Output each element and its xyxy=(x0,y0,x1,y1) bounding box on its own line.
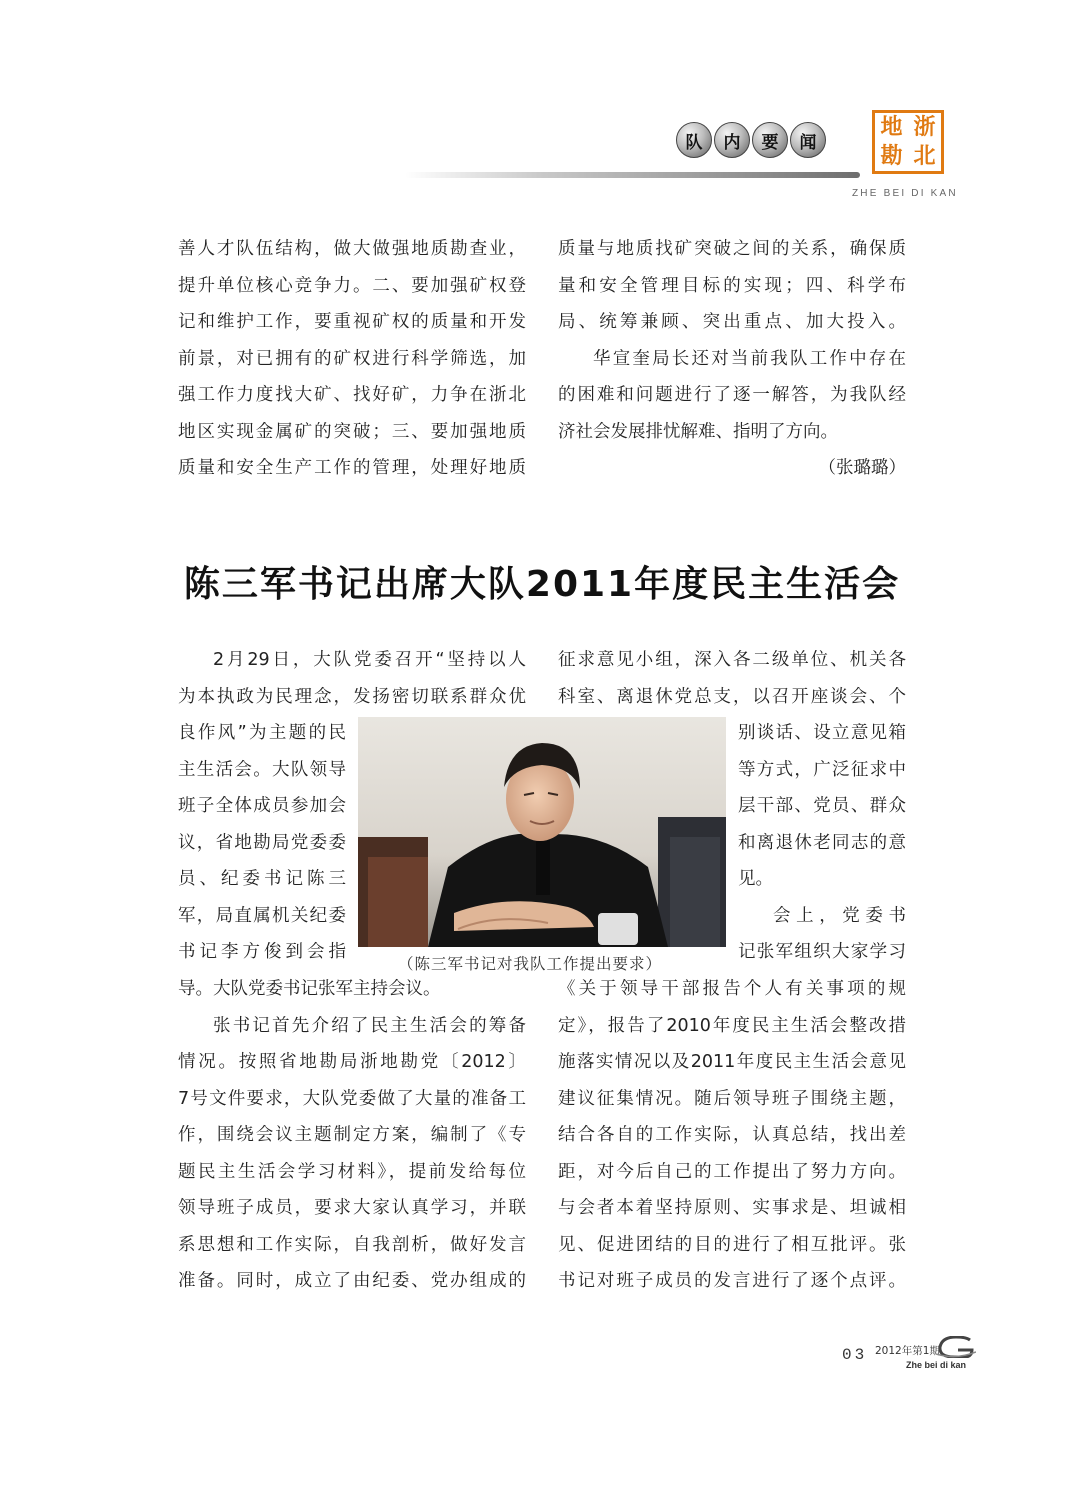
text-line: 2月29日，大队党委召开“坚持以人 xyxy=(213,650,526,670)
article-left-bottom xyxy=(178,971,526,1300)
issue-label: 2012年第1期 xyxy=(875,1345,940,1357)
prev-article-left-column xyxy=(178,231,526,487)
page-number: 03 xyxy=(842,1346,868,1364)
text-line: 7号文件要求，大队党委做了大量的准备工 xyxy=(178,1088,526,1109)
text-line: 为本执政为民理念，发扬密切联系群众优 xyxy=(178,686,526,707)
footer-english-title: Zhe bei di kan xyxy=(906,1360,967,1370)
text-line: 距，对今后自己的工作提出了努力方向。 xyxy=(558,1161,906,1182)
logo-char: 地 xyxy=(880,114,903,140)
text-line: 别谈话、设立意见箱 xyxy=(738,723,906,743)
text-line: 准备。同时，成立了由纪委、党办组成的 xyxy=(178,1271,526,1291)
text-line: 议，省地勘局党委委 xyxy=(178,832,346,853)
text-line: 导。大队党委书记张军主持会议。 xyxy=(178,979,441,999)
section-label-badges xyxy=(676,122,826,158)
article-photo xyxy=(358,717,726,947)
text-line: 华宣奎局长还对当前我队工作中存在 xyxy=(593,348,906,369)
section-badge: 闻 xyxy=(790,122,826,158)
text-line: 定》，报告了2010年度民主生活会整改措 xyxy=(558,1015,906,1036)
prev-article-right-column xyxy=(558,231,906,487)
text-line: 见。 xyxy=(738,869,773,889)
text-line: 记和维护工作，要重视矿权的质量和开发 xyxy=(178,312,526,332)
text-line: 情况。按照省地勘局浙地勘党〔2012〕 xyxy=(178,1052,526,1072)
text-line: 领导班子成员，要求大家认真学习，并联 xyxy=(178,1198,526,1218)
text-line: 军，局直属机关纪委 xyxy=(178,905,346,926)
logo-char: 浙 xyxy=(913,114,936,140)
article-left-wrap xyxy=(178,715,346,971)
logo-subtitle: ZHE BEI DI KAN xyxy=(852,188,958,199)
section-badge: 队 xyxy=(676,122,712,158)
text-line: 济社会发展排忧解难、指明了方向。 xyxy=(558,421,838,442)
text-line: 质量和安全生产工作的管理，处理好地质 xyxy=(178,458,526,478)
section-badge: 要 xyxy=(752,122,788,158)
text-line: 书记李方俊到会指 xyxy=(178,942,346,962)
text-line: 建议征集情况。随后领导班子围绕主题， xyxy=(558,1088,906,1109)
text-line: 《关于领导干部报告个人有关事项的规 xyxy=(558,979,906,999)
text-line: 提升单位核心竞争力。二、要加强矿权登 xyxy=(178,275,526,296)
text-line: 质量与地质找矿突破之间的关系，确保质 xyxy=(558,239,906,259)
article-title: 陈三军书记出席大队2011年度民主生活会 xyxy=(183,564,901,605)
text-line: 征求意见小组，深入各二级单位、机关各 xyxy=(558,650,906,670)
text-line: 等方式，广泛征求中 xyxy=(738,759,906,780)
text-line: 前景，对已拥有的矿权进行科学筛选，加 xyxy=(178,348,526,369)
text-line: 和离退休老同志的意 xyxy=(738,832,906,853)
text-line: 结合各自的工作实际，认真总结，找出差 xyxy=(558,1125,906,1145)
text-line: 局、统筹兼顾、突出重点、加大投入。 xyxy=(558,312,906,332)
footer-logo-icon xyxy=(936,1336,976,1358)
header-rule xyxy=(405,172,860,178)
text-line: 员、纪委书记陈三 xyxy=(178,869,346,889)
text-line: 施落实情况以及2011年度民主生活会意见 xyxy=(558,1052,906,1072)
article-right-wrap xyxy=(738,715,906,971)
text-line: 系思想和工作实际，自我剖析，做好发言 xyxy=(178,1234,526,1255)
logo-char: 北 xyxy=(913,143,936,169)
text-line: 张书记首先介绍了民主生活会的筹备 xyxy=(213,1015,526,1036)
article-left-top xyxy=(178,642,526,715)
text-line: 善人才队伍结构，做大做强地质勘查业， xyxy=(178,239,526,259)
text-line: 良作风”为主题的民 xyxy=(178,723,346,743)
logo-char: 勘 xyxy=(880,143,903,169)
text-line: 记张军组织大家学习 xyxy=(738,942,906,962)
text-line: 班子全体成员参加会 xyxy=(178,796,346,816)
text-line: 量和安全管理目标的实现；四、科学布 xyxy=(558,275,906,296)
article-right-bottom xyxy=(558,971,906,1300)
magazine-logo xyxy=(872,110,944,174)
text-line: 见、促进团结的目的进行了相互批评。张 xyxy=(558,1234,906,1255)
text-line: 书记对班子成员的发言进行了逐个点评。 xyxy=(558,1271,906,1291)
text-line: 强工作力度找大矿、找好矿，力争在浙北 xyxy=(178,385,526,405)
article-right-top xyxy=(558,642,906,715)
section-badge: 内 xyxy=(714,122,750,158)
text-line: 地区实现金属矿的突破；三、要加强地质 xyxy=(178,421,526,442)
photo-caption: （陈三军书记对我队工作提出要求） xyxy=(398,955,663,973)
text-line: 科室、离退休党总支，以召开座谈会、个 xyxy=(558,686,906,707)
text-line: 作，围绕会议主题制定方案，编制了《专 xyxy=(178,1125,526,1145)
text-line: 主生活会。大队领导 xyxy=(178,759,346,780)
text-line: 的困难和问题进行了逐一解答，为我队经 xyxy=(558,385,906,405)
text-line: 层干部、党员、群众 xyxy=(738,796,906,816)
text-line: 题民主生活会学习材料》，提前发给每位 xyxy=(178,1161,526,1182)
byline: （张璐璐） xyxy=(818,458,906,478)
text-line: 会上，党委书 xyxy=(773,905,906,926)
text-line: 与会者本着坚持原则、实事求是、坦诚相 xyxy=(558,1198,906,1218)
